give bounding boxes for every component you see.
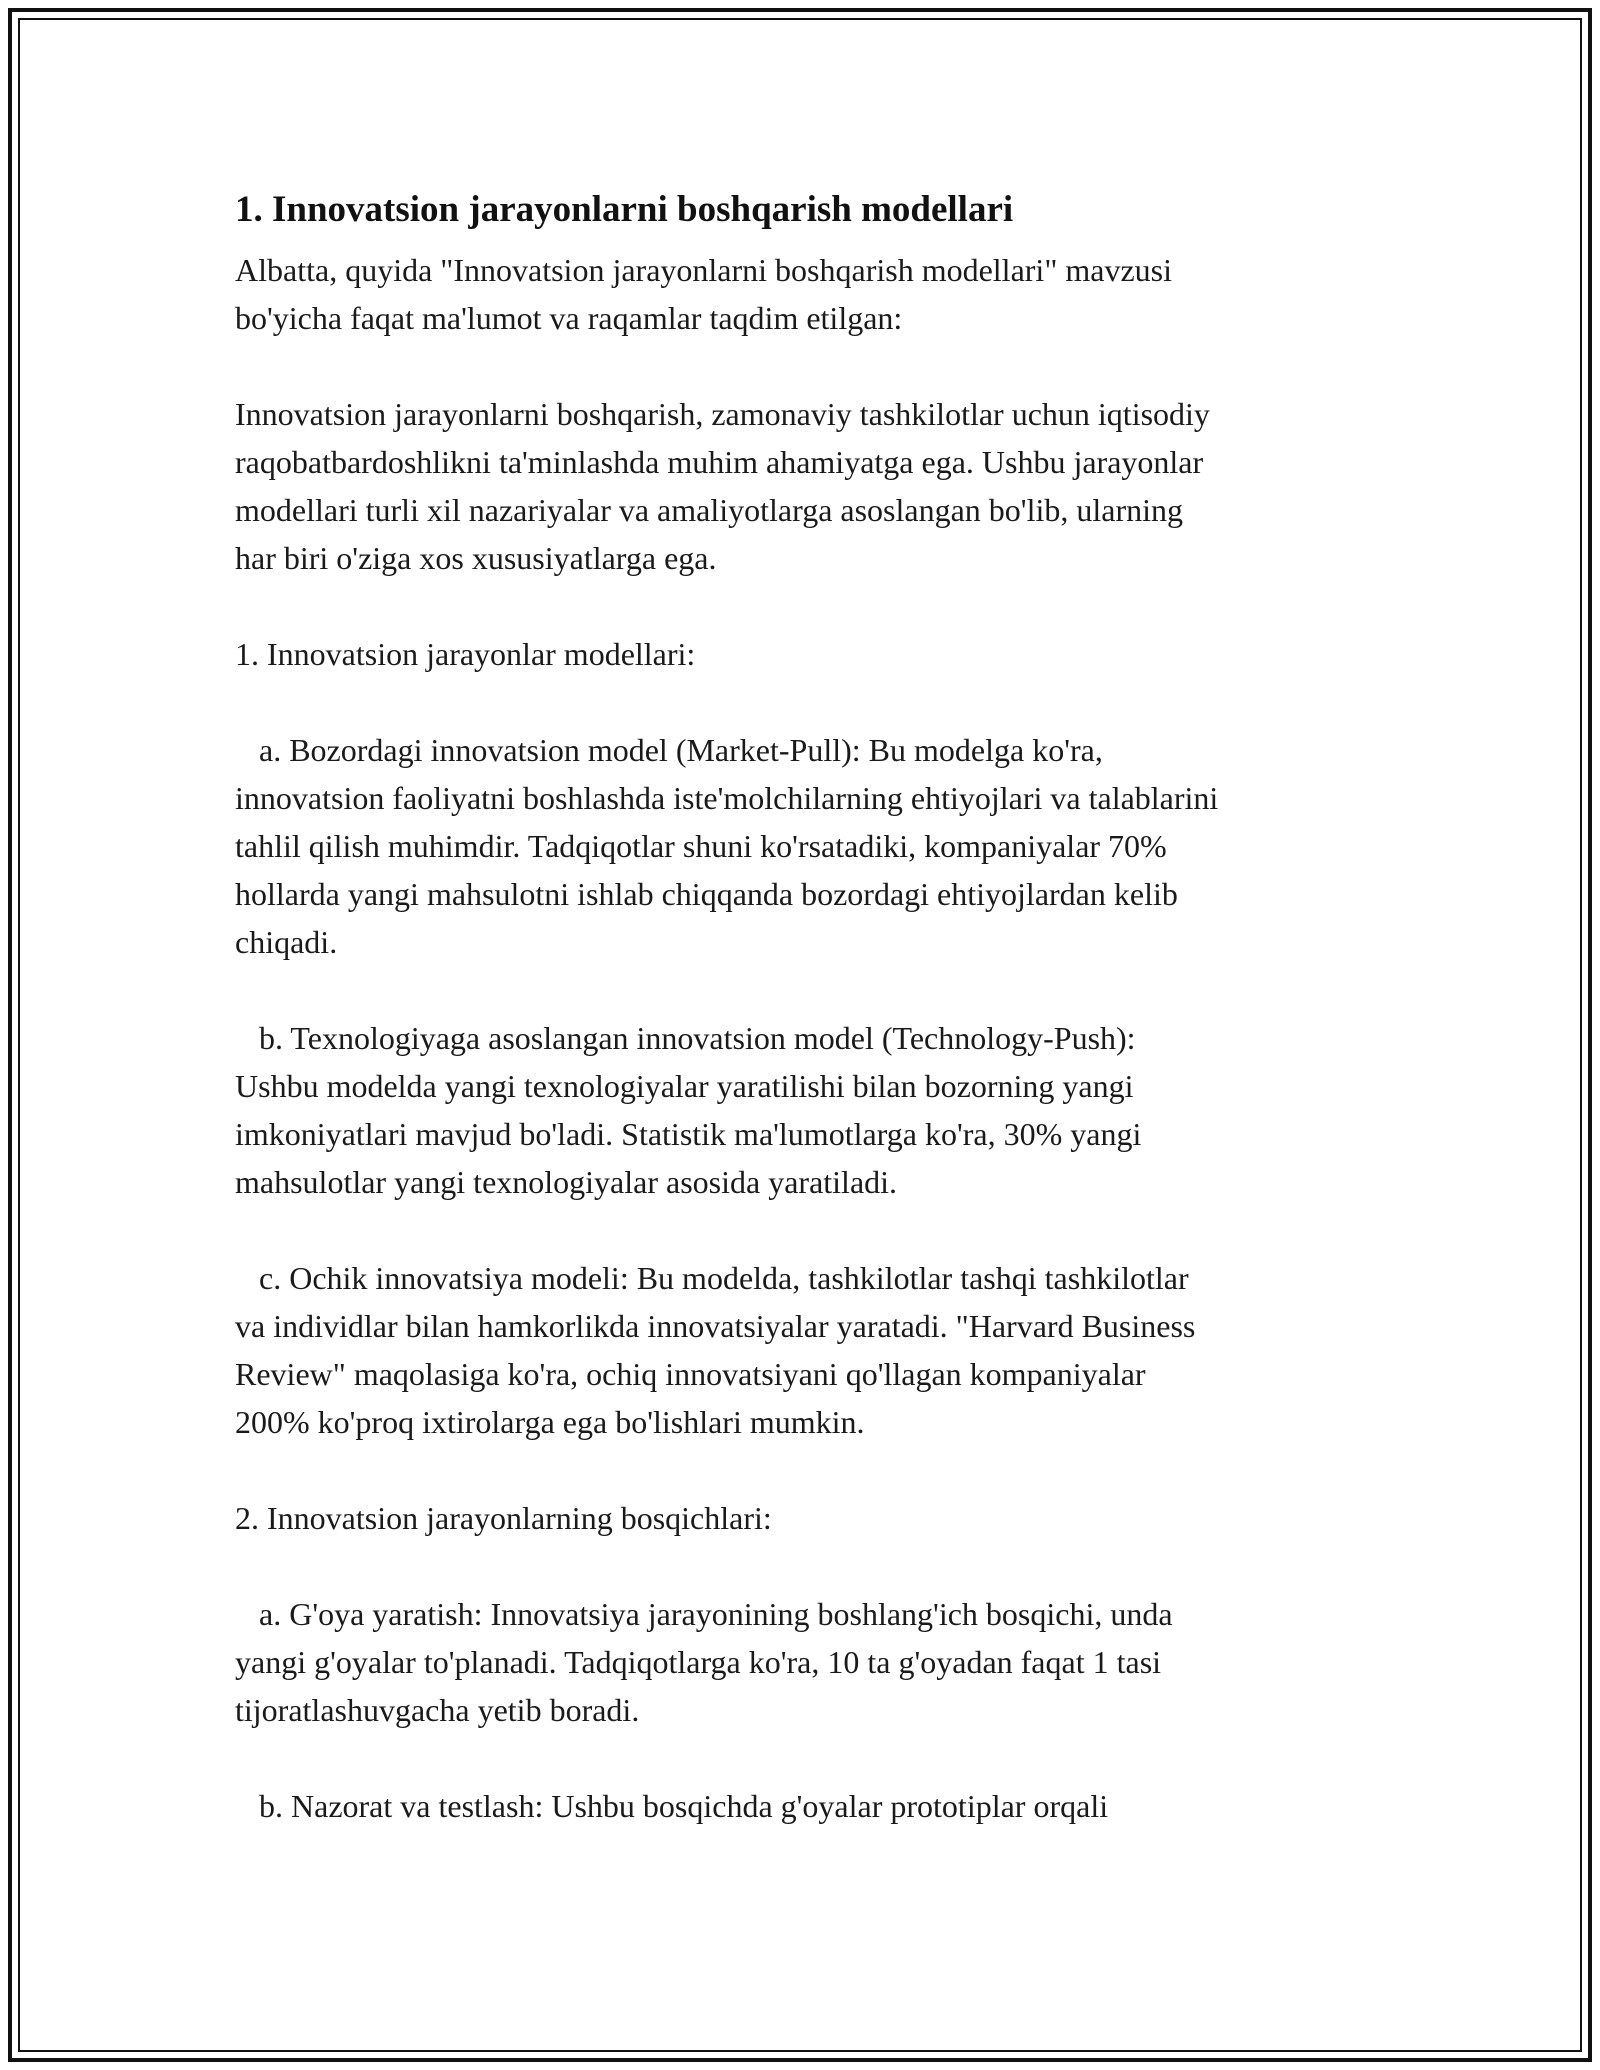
- text-line: Review" maqolasiga ko'ra, ochiq innovatsiyani qo'llagan kompaniyalar: [235, 1356, 1146, 1392]
- text-line: tahlil qilish muhimdir. Tadqiqotlar shuni ko'rsatadiki, kompaniyalar 70%: [235, 828, 1167, 864]
- text-line: imkoniyatlari mavjud bo'ladi. Statistik ma'lumotlarga ko'ra, 30% yangi: [235, 1116, 1142, 1152]
- text-line: har biri o'ziga xos xususiyatlarga ega.: [235, 540, 717, 576]
- text-line: va individlar bilan hamkorlikda innovatsiyalar yaratadi. "Harvard Business: [235, 1308, 1196, 1344]
- document-body: [235, 186, 1375, 1878]
- section-heading-models: [235, 630, 1375, 678]
- text-line: chiqadi.: [235, 924, 338, 960]
- paragraph-technology-push: [235, 1014, 1375, 1206]
- text-line: bo'yicha faqat ma'lumot va raqamlar taqdim etilgan:: [235, 300, 903, 336]
- paragraph-market-pull: [235, 726, 1375, 966]
- text-line: innovatsion faoliyatni boshlashda iste'molchilarning ehtiyojlari va talablarini: [235, 780, 1219, 816]
- document-title: 1. Innovatsion jarayonlarni boshqarish modellari: [235, 189, 1014, 230]
- text-line: mahsulotlar yangi texnologiyalar asosida yaratiladi.: [235, 1164, 898, 1200]
- paragraph-idea-generation: [235, 1590, 1375, 1734]
- text-line: Innovatsion jarayonlarni boshqarish, zamonaviy tashkilotlar uchun iqtisodiy: [235, 396, 1210, 432]
- text-line: c. Ochik innovatsiya modeli: Bu modelda, tashkilotlar tashqi tashkilotlar: [235, 1260, 1189, 1296]
- text-line: hollarda yangi mahsulotni ishlab chiqqanda bozordagi ehtiyojlardan kelib: [235, 876, 1178, 912]
- text-line: a. G'oya yaratish: Innovatsiya jarayonining boshlang'ich bosqichi, unda: [235, 1596, 1173, 1632]
- text-line: 2. Innovatsion jarayonlarning bosqichlari:: [235, 1500, 772, 1536]
- text-line: yangi g'oyalar to'planadi. Tadqiqotlarga ko'ra, 10 ta g'oyadan faqat 1 tasi: [235, 1644, 1162, 1680]
- text-line: raqobatbardoshlikni ta'minlashda muhim ahamiyatga ega. Ushbu jarayonlar: [235, 444, 1204, 480]
- paragraph-overview: [235, 390, 1375, 582]
- paragraph-open-innovation: [235, 1254, 1375, 1446]
- text-line: a. Bozordagi innovatsion model (Market-Pull): Bu modelga ko'ra,: [235, 732, 1103, 768]
- text-line: tijoratlashuvgacha yetib boradi.: [235, 1692, 640, 1728]
- paragraph-control-testing: [235, 1782, 1375, 1830]
- text-line: modellari turli xil nazariyalar va amaliyotlarga asoslangan bo'lib, ularning: [235, 492, 1183, 528]
- text-line: Ushbu modelda yangi texnologiyalar yaratilishi bilan bozorning yangi: [235, 1068, 1134, 1104]
- text-line: 1. Innovatsion jarayonlar modellari:: [235, 636, 696, 672]
- text-line: Albatta, quyida "Innovatsion jarayonlarni boshqarish modellari" mavzusi: [235, 252, 1173, 288]
- paragraph-intro: [235, 246, 1375, 342]
- section-heading-stages: [235, 1494, 1375, 1542]
- text-line: b. Nazorat va testlash: Ushbu bosqichda g'oyalar prototiplar orqali: [235, 1788, 1109, 1824]
- text-line: 200% ko'proq ixtirolarga ega bo'lishlari mumkin.: [235, 1404, 865, 1440]
- text-line: b. Texnologiyaga asoslangan innovatsion model (Technology-Push):: [235, 1020, 1136, 1056]
